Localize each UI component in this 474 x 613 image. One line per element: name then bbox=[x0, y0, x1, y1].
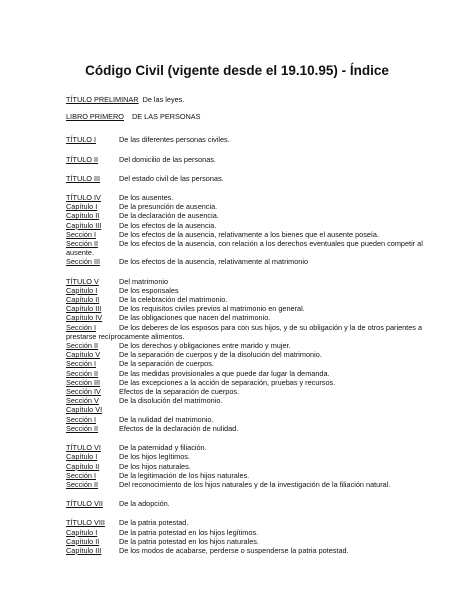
toc-row bbox=[66, 135, 462, 144]
toc-group bbox=[66, 443, 462, 489]
toc-row bbox=[66, 359, 462, 368]
toc-row bbox=[66, 528, 462, 537]
toc-row-libro bbox=[66, 112, 462, 121]
toc-entry-text: De la legitimación de los hijos naturales. bbox=[119, 470, 250, 480]
toc-row bbox=[66, 471, 462, 480]
toc-row-continuation: ausente. bbox=[66, 248, 94, 258]
toc-entry-text: De los hijos naturales. bbox=[119, 461, 191, 471]
toc-link[interactable]: Sección I bbox=[66, 322, 97, 332]
toc-entry-text: De los esponsales bbox=[119, 285, 179, 295]
toc-row bbox=[66, 257, 462, 266]
toc-link[interactable]: Capítulo VI bbox=[66, 405, 103, 415]
toc-link[interactable]: Capítulo II bbox=[66, 211, 100, 221]
toc-link[interactable]: Capítulo III bbox=[66, 304, 102, 314]
toc-text-preliminar: De las leyes. bbox=[142, 95, 185, 104]
toc-link[interactable]: TÍTULO III bbox=[66, 173, 101, 183]
toc-entry-text: De la adopción. bbox=[119, 499, 170, 509]
toc-entry-text: De la patria potestad. bbox=[119, 518, 189, 528]
toc-link[interactable]: TÍTULO V bbox=[66, 276, 99, 286]
toc-entry-text: De los deberes de los esposos para con sus hijos, y de su obligación y la de otros parientes a bbox=[119, 322, 422, 332]
toc-group bbox=[66, 135, 462, 144]
toc-row bbox=[66, 415, 462, 424]
toc-link-preliminar[interactable]: TÍTULO PRELIMINAR bbox=[66, 95, 139, 104]
toc-link[interactable]: Capítulo I bbox=[66, 527, 98, 537]
toc-entry-text: De la nulidad del matrimonio. bbox=[119, 414, 214, 424]
toc-entry-text: De los requisitos civiles previos al matrimonio en general. bbox=[119, 304, 305, 314]
toc-row bbox=[66, 155, 462, 164]
toc-entry-text: De la declaración de ausencia. bbox=[119, 211, 219, 221]
toc-row bbox=[66, 350, 462, 359]
toc-row bbox=[66, 378, 462, 387]
toc-link[interactable]: TÍTULO I bbox=[66, 135, 96, 145]
toc-link[interactable]: Sección I bbox=[66, 359, 97, 369]
toc-link[interactable]: Sección II bbox=[66, 341, 99, 351]
toc-row bbox=[66, 239, 462, 248]
toc-row bbox=[66, 452, 462, 461]
toc-group bbox=[66, 155, 462, 164]
toc-link[interactable]: Capítulo II bbox=[66, 536, 100, 546]
toc-link[interactable]: Sección I bbox=[66, 229, 97, 239]
toc-entry-text: De los efectos de la ausencia, con relación a los derechos eventuales que pueden competir al bbox=[119, 239, 423, 249]
toc-row bbox=[66, 313, 462, 322]
toc-link[interactable]: Sección II bbox=[66, 423, 99, 433]
toc-row bbox=[66, 405, 462, 414]
toc-entry-text: De los efectos de la ausencia, relativamente a los bienes que el ausente poseía. bbox=[119, 229, 380, 239]
toc-link[interactable]: Capítulo I bbox=[66, 452, 98, 462]
toc-entry-text: Efectos de la separación de cuerpos. bbox=[119, 387, 240, 397]
toc-group bbox=[66, 174, 462, 183]
toc-link[interactable]: Capítulo I bbox=[66, 202, 98, 212]
toc-entry-text: De los efectos de la ausencia. bbox=[119, 220, 217, 230]
toc-row bbox=[66, 193, 462, 202]
toc-row-continuation: prestarse recíprocamente alimentos. bbox=[66, 331, 185, 341]
toc-entry-text: De la separación de cuerpos y de la disolución del matrimonio. bbox=[119, 350, 322, 360]
toc-row bbox=[66, 221, 462, 230]
toc-link[interactable]: TÍTULO VIII bbox=[66, 518, 105, 528]
toc-link[interactable]: Sección III bbox=[66, 257, 101, 267]
toc-row bbox=[66, 277, 462, 286]
toc-link[interactable]: TÍTULO VI bbox=[66, 443, 101, 453]
toc-entry-text: De la celebración del matrimonio. bbox=[119, 295, 228, 305]
toc-entry-text: De la paternidad y filiación. bbox=[119, 443, 207, 453]
toc-link[interactable]: Sección III bbox=[66, 377, 101, 387]
toc-row bbox=[66, 518, 462, 527]
toc-group bbox=[66, 193, 462, 267]
toc-entry-text: Del domicilio de las personas. bbox=[119, 154, 216, 164]
toc-text-libro: DE LAS PERSONAS bbox=[132, 112, 201, 122]
toc-groups bbox=[66, 135, 462, 555]
toc-entry-text: Del estado civil de las personas. bbox=[119, 173, 224, 183]
toc-entry-text: De las diferentes personas civiles. bbox=[119, 135, 230, 145]
toc-link[interactable]: Capítulo II bbox=[66, 295, 100, 305]
toc-entry-text: De la separación de cuerpos. bbox=[119, 359, 214, 369]
toc-link[interactable]: Capítulo IV bbox=[66, 313, 103, 323]
toc-link[interactable]: Sección I bbox=[66, 470, 97, 480]
toc-row bbox=[66, 211, 462, 220]
toc-link[interactable]: Capítulo II bbox=[66, 461, 100, 471]
toc-link[interactable]: Capítulo III bbox=[66, 545, 102, 555]
toc-row bbox=[66, 546, 462, 555]
toc-link[interactable]: TÍTULO IV bbox=[66, 193, 101, 203]
toc-entry-text: De los ausentes. bbox=[119, 193, 174, 203]
toc-entry-text: Del reconocimiento de los hijos naturales y de la investigación de la filiación natural. bbox=[119, 479, 391, 489]
toc-link[interactable]: Sección IV bbox=[66, 387, 101, 397]
toc-group bbox=[66, 499, 462, 508]
toc-row bbox=[66, 174, 462, 183]
toc-row bbox=[66, 443, 462, 452]
toc-row bbox=[66, 462, 462, 471]
toc-link[interactable]: Sección II bbox=[66, 479, 99, 489]
toc-row bbox=[66, 286, 462, 295]
toc-group bbox=[66, 277, 462, 433]
toc-entry-text: De la patria potestad en los hijos legítimos. bbox=[119, 527, 259, 537]
toc-entry-text: De las medidas provisionales a que puede dar lugar la demanda. bbox=[119, 368, 330, 378]
toc-link[interactable]: Sección I bbox=[66, 414, 97, 424]
toc-link[interactable]: Capítulo I bbox=[66, 285, 98, 295]
toc-row bbox=[66, 424, 462, 433]
toc-entry-text: De los efectos de la ausencia, relativamente al matrimonio bbox=[119, 257, 309, 267]
toc-row bbox=[66, 341, 462, 350]
toc-link[interactable]: TÍTULO VII bbox=[66, 499, 103, 509]
toc-link[interactable]: Capítulo III bbox=[66, 220, 102, 230]
toc-link[interactable]: Sección II bbox=[66, 239, 99, 249]
toc-row bbox=[66, 304, 462, 313]
toc-row bbox=[66, 295, 462, 304]
toc-link[interactable]: Sección V bbox=[66, 396, 99, 406]
toc-entry-text: De la patria potestad en los hijos naturales. bbox=[119, 536, 259, 546]
toc-link[interactable]: TÍTULO II bbox=[66, 154, 99, 164]
toc-entry-text: De los modos de acabarse, perderse o suspenderse la patria potestad. bbox=[119, 545, 349, 555]
toc-entry-text: Efectos de la declaración de nulidad. bbox=[119, 423, 239, 433]
toc-row bbox=[66, 230, 462, 239]
page-title: Código Civil (vigente desde el 19.10.95) - Índice bbox=[85, 63, 389, 78]
toc-row bbox=[66, 537, 462, 546]
toc-row-preliminar bbox=[66, 95, 462, 104]
toc-row bbox=[66, 499, 462, 508]
toc-link[interactable]: Sección II bbox=[66, 368, 99, 378]
toc-entry-text: De la disolución del matrimonio. bbox=[119, 396, 223, 406]
toc-group bbox=[66, 518, 462, 555]
toc-entry-text: De las obligaciones que nacen del matrimonio. bbox=[119, 313, 271, 323]
toc-entry-text: De la presunción de ausencia. bbox=[119, 202, 218, 212]
toc-row bbox=[66, 396, 462, 405]
toc-entry-text: Del matrimonio bbox=[119, 276, 169, 286]
toc-row bbox=[66, 202, 462, 211]
toc-entry-text: De los hijos legítimos. bbox=[119, 452, 190, 462]
toc-entry-text: De los derechos y obligaciones entre marido y mujer. bbox=[119, 341, 291, 351]
toc-row bbox=[66, 387, 462, 396]
toc-link-libro[interactable]: LIBRO PRIMERO bbox=[66, 112, 124, 122]
table-of-contents bbox=[66, 95, 462, 555]
toc-row bbox=[66, 369, 462, 378]
toc-link[interactable]: Capítulo V bbox=[66, 350, 101, 360]
toc-row bbox=[66, 480, 462, 489]
toc-row bbox=[66, 323, 462, 332]
toc-entry-text: De las excepciones a la acción de separación, pruebas y recursos. bbox=[119, 377, 336, 387]
toc-entry-text bbox=[119, 405, 462, 414]
